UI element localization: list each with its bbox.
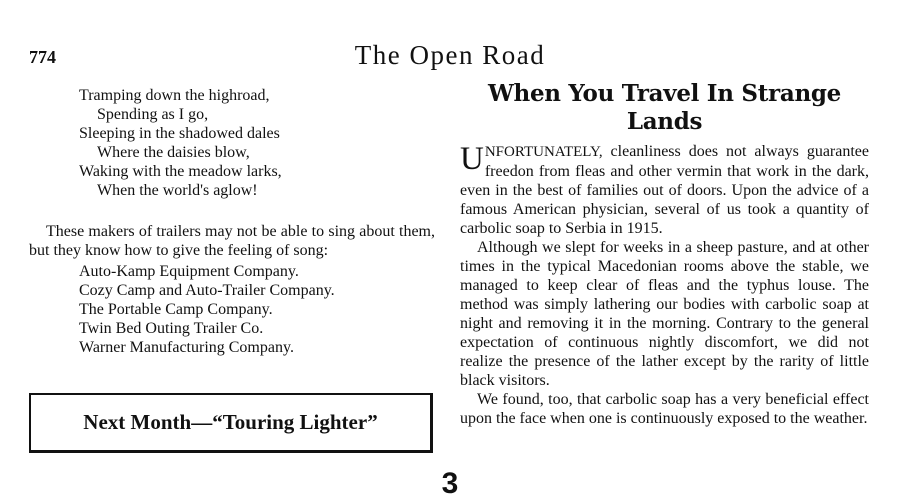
article-column xyxy=(460,80,869,428)
trailer-makers-paragraph: These makers of trailers may not be able to sing about them, but they know how to give the feeling of song: xyxy=(29,223,435,259)
folio-number: 3 xyxy=(441,467,459,500)
company-item: The Portable Camp Company. xyxy=(79,301,273,318)
poem-line: Waking with the meadow larks, xyxy=(79,163,282,180)
company-item: Auto-Kamp Equipment Company. xyxy=(79,263,299,280)
next-month-box xyxy=(29,393,433,453)
poem xyxy=(79,86,435,200)
article-paragraph-3: We found, too, that carbolic soap has a very beneficial effect upon the face when one is continuously exposed to the weather. xyxy=(460,391,869,427)
article-paragraph-1 xyxy=(460,142,869,238)
poem-line: When the world's aglow! xyxy=(97,182,258,199)
article-body xyxy=(460,142,869,428)
company-item: Cozy Camp and Auto-Trailer Company. xyxy=(79,282,335,299)
left-column xyxy=(29,86,435,357)
drop-cap: U xyxy=(460,141,484,177)
company-list xyxy=(79,262,435,357)
lead-word: NFORTUNATELY, xyxy=(484,144,603,160)
company-item: Warner Manufacturing Company. xyxy=(79,339,294,356)
running-title: The Open Road xyxy=(354,40,546,70)
poem-line: Tramping down the highroad, xyxy=(79,87,270,104)
poem-line: Where the daisies blow, xyxy=(97,144,250,161)
poem-line: Spending as I go, xyxy=(97,106,209,123)
next-month-announcement: Next Month—“Touring Lighter” xyxy=(83,410,378,434)
company-item: Twin Bed Outing Trailer Co. xyxy=(79,320,264,337)
paragraph-1-text: cleanliness does not always guarantee freedon from fleas and other vermin that work in the dark, even in the best of families out of doors. Upon the advice of a famous American physician, several of us took a quantity of carbolic soap to Serbia in 1915. xyxy=(460,143,869,237)
poem-line: Sleeping in the shadowed dales xyxy=(79,125,280,142)
article-title: When You Travel In Strange Lands xyxy=(488,80,841,135)
article-paragraph-2: Although we slept for weeks in a sheep pasture, and at other times in the typical Macedonian rooms above the stable, we managed to keep clear of fleas and the typhus louse. The method was simply lathering our bodies with carbolic soap at night and removing it in the morning. Contrary to the general expectation of continuous nightly discomfort, we did not realize the presence of the lather except by the rarity of little black visitors. xyxy=(460,239,869,389)
page-number: 774 xyxy=(29,47,56,67)
